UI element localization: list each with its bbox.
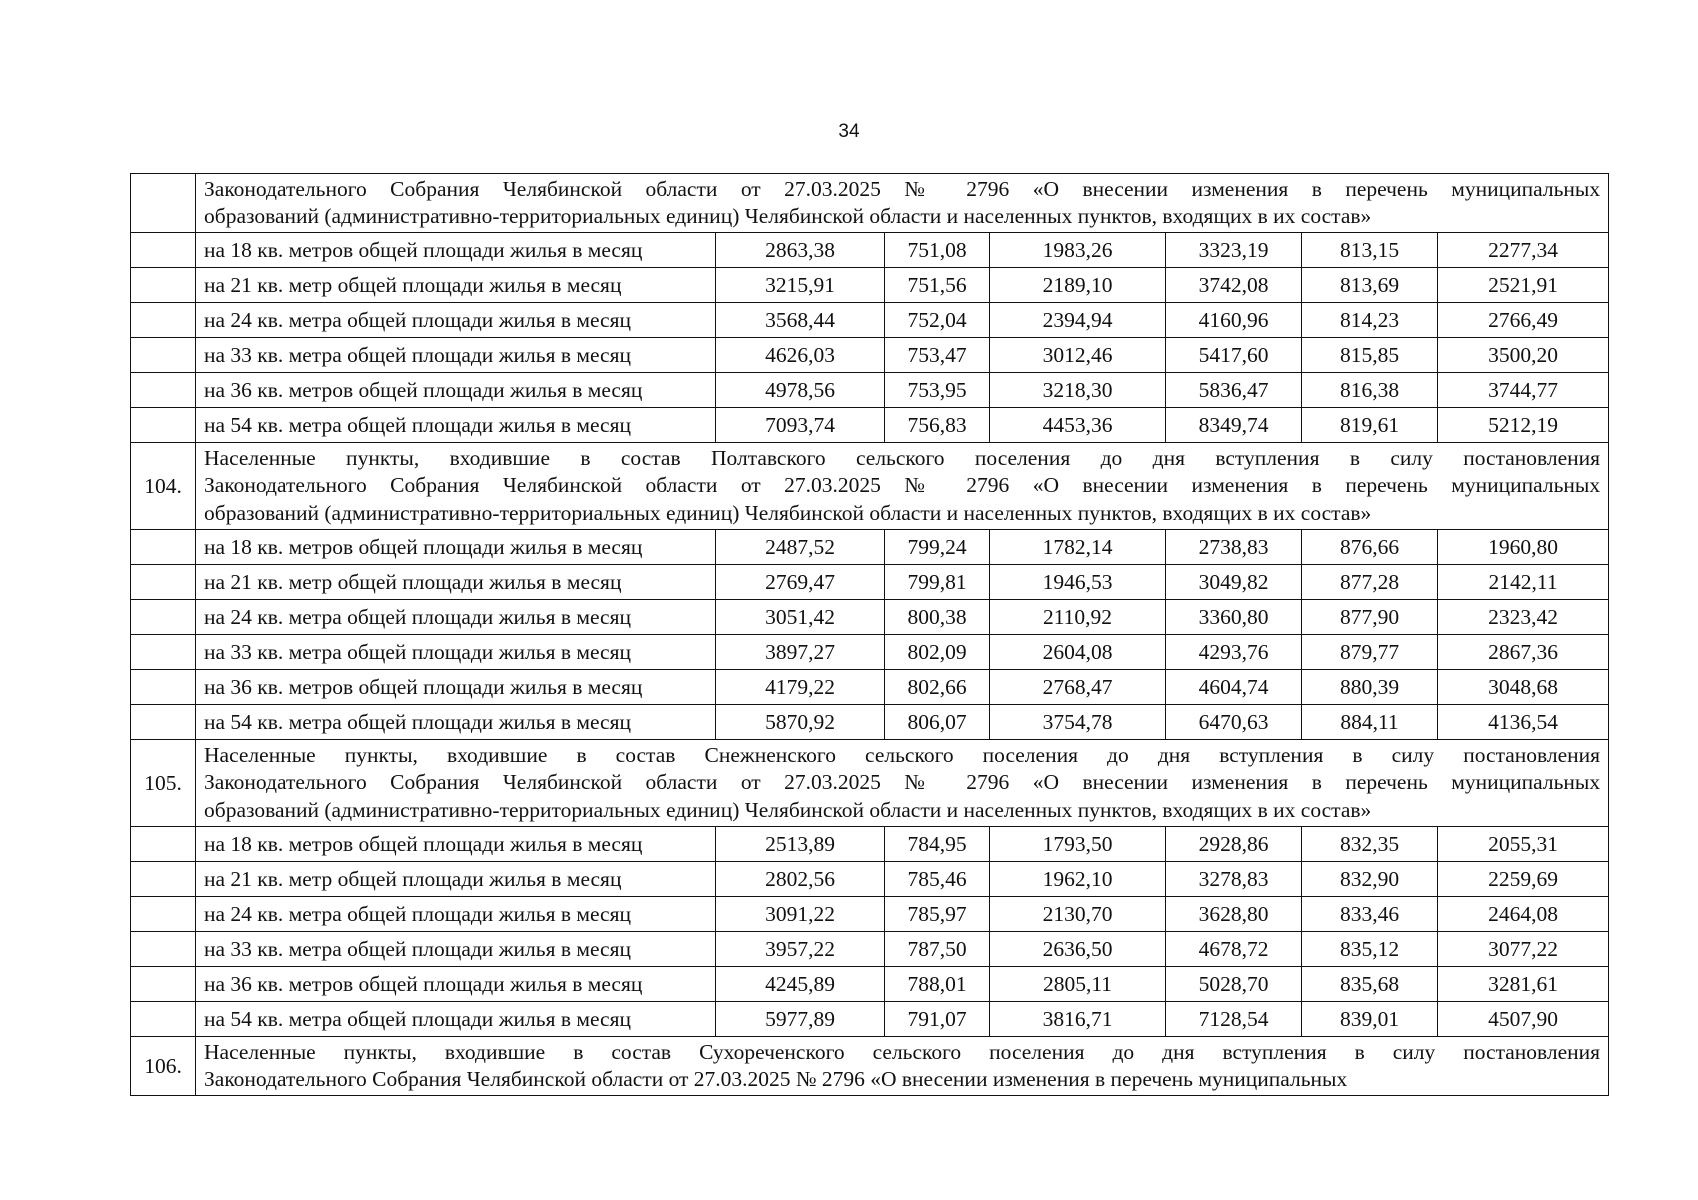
table-row (131, 530, 1609, 565)
row-value-4: 5836,47 (1166, 373, 1302, 408)
row-label: на 24 кв. метра общей площади жилья в месяц (196, 897, 716, 932)
row-label: на 24 кв. метра общей площади жилья в месяц (196, 303, 716, 338)
section-description (196, 740, 1609, 827)
row-number-cell (131, 827, 196, 862)
row-number-cell (131, 338, 196, 373)
row-value-5: 832,90 (1302, 862, 1438, 897)
section-description-line: Законодательного Собрания Челябинской области от 27.03.2025 № 2796 «О внесении изменения в перечень муниципальных (204, 1067, 1348, 1091)
table-row (131, 827, 1609, 862)
row-value-1: 3897,27 (716, 635, 885, 670)
row-value-6: 3077,22 (1438, 932, 1609, 967)
table-row (131, 600, 1609, 635)
row-value-5: 813,15 (1302, 233, 1438, 268)
row-number-cell (131, 408, 196, 443)
table-row (131, 408, 1609, 443)
row-label: на 33 кв. метра общей площади жилья в месяц (196, 635, 716, 670)
row-value-2: 753,95 (885, 373, 990, 408)
row-value-2: 806,07 (885, 705, 990, 740)
row-value-3: 2768,47 (990, 670, 1166, 705)
section-number: 105. (131, 740, 196, 827)
row-value-6: 2464,08 (1438, 897, 1609, 932)
row-value-5: 813,69 (1302, 268, 1438, 303)
row-value-1: 4978,56 (716, 373, 885, 408)
row-value-5: 832,35 (1302, 827, 1438, 862)
row-value-3: 1962,10 (990, 862, 1166, 897)
row-value-5: 876,66 (1302, 530, 1438, 565)
row-number-cell (131, 967, 196, 1002)
row-value-1: 2487,52 (716, 530, 885, 565)
row-value-4: 7128,54 (1166, 1002, 1302, 1037)
row-value-1: 7093,74 (716, 408, 885, 443)
row-value-2: 756,83 (885, 408, 990, 443)
row-number-cell (131, 565, 196, 600)
row-value-3: 1946,53 (990, 565, 1166, 600)
row-value-2: 802,66 (885, 670, 990, 705)
row-value-4: 3628,80 (1166, 897, 1302, 932)
row-value-1: 2863,38 (716, 233, 885, 268)
table-row (131, 268, 1609, 303)
section-header-row (131, 174, 1609, 233)
row-value-5: 815,85 (1302, 338, 1438, 373)
section-description-line: Населенные пункты, входившие в состав Сухореченского сельского поселения до дня вступления в силу постановления (204, 1039, 1601, 1064)
row-label: на 54 кв. метра общей площади жилья в месяц (196, 408, 716, 443)
row-value-4: 4160,96 (1166, 303, 1302, 338)
section-header-row (131, 740, 1609, 827)
row-label: на 33 кв. метра общей площади жилья в месяц (196, 338, 716, 373)
row-label: на 33 кв. метра общей площади жилья в месяц (196, 932, 716, 967)
section-number: 104. (131, 443, 196, 530)
row-value-2: 791,07 (885, 1002, 990, 1037)
row-value-4: 8349,74 (1166, 408, 1302, 443)
table-row (131, 862, 1609, 897)
row-number-cell (131, 303, 196, 338)
row-value-6: 3500,20 (1438, 338, 1609, 373)
row-value-3: 2110,92 (990, 600, 1166, 635)
section-description-line: образований (административно-территориальных единиц) Челябинской области и населенных пунктов, входящих в их состав» (204, 500, 1372, 525)
row-value-2: 788,01 (885, 967, 990, 1002)
row-value-3: 2189,10 (990, 268, 1166, 303)
row-value-1: 5977,89 (716, 1002, 885, 1037)
section-description-line: Законодательного Собрания Челябинской области от 27.03.2025 № 2796 «О внесении изменения в перечень муниципальных (204, 770, 1601, 795)
row-value-6: 2259,69 (1438, 862, 1609, 897)
row-value-5: 835,68 (1302, 967, 1438, 1002)
row-value-1: 2513,89 (716, 827, 885, 862)
table-row (131, 635, 1609, 670)
row-value-6: 3048,68 (1438, 670, 1609, 705)
row-value-4: 5417,60 (1166, 338, 1302, 373)
row-value-2: 751,08 (885, 233, 990, 268)
row-value-3: 2636,50 (990, 932, 1166, 967)
row-label: на 36 кв. метров общей площади жилья в месяц (196, 373, 716, 408)
row-value-2: 799,24 (885, 530, 990, 565)
row-value-4: 3742,08 (1166, 268, 1302, 303)
row-value-2: 802,09 (885, 635, 990, 670)
row-value-2: 752,04 (885, 303, 990, 338)
row-value-4: 3323,19 (1166, 233, 1302, 268)
section-description-line: Населенные пункты, входившие в состав Полтавского сельского поселения до дня вступления в силу постановления (204, 445, 1601, 470)
table-row (131, 338, 1609, 373)
section-number: 106. (131, 1037, 196, 1096)
row-value-1: 2802,56 (716, 862, 885, 897)
row-value-5: 835,12 (1302, 932, 1438, 967)
table-row (131, 303, 1609, 338)
row-number-cell (131, 705, 196, 740)
row-label: на 18 кв. метров общей площади жилья в месяц (196, 233, 716, 268)
row-value-4: 4678,72 (1166, 932, 1302, 967)
row-value-2: 800,38 (885, 600, 990, 635)
table-row (131, 705, 1609, 740)
row-label: на 18 кв. метров общей площади жилья в месяц (196, 827, 716, 862)
row-value-1: 4179,22 (716, 670, 885, 705)
row-value-3: 1793,50 (990, 827, 1166, 862)
row-number-cell (131, 268, 196, 303)
row-value-6: 2323,42 (1438, 600, 1609, 635)
row-value-3: 1782,14 (990, 530, 1166, 565)
row-value-6: 5212,19 (1438, 408, 1609, 443)
row-label: на 36 кв. метров общей площади жилья в месяц (196, 967, 716, 1002)
section-header-row (131, 443, 1609, 530)
row-number-cell (131, 635, 196, 670)
row-value-3: 3754,78 (990, 705, 1166, 740)
tariff-table (130, 173, 1609, 1096)
row-value-4: 3278,83 (1166, 862, 1302, 897)
row-value-5: 877,90 (1302, 600, 1438, 635)
row-number-cell (131, 932, 196, 967)
row-value-4: 3049,82 (1166, 565, 1302, 600)
row-value-2: 799,81 (885, 565, 990, 600)
row-value-6: 2766,49 (1438, 303, 1609, 338)
row-value-1: 3091,22 (716, 897, 885, 932)
row-value-3: 2805,11 (990, 967, 1166, 1002)
table-row (131, 1002, 1609, 1037)
section-description-line: образований (административно-территориальных единиц) Челябинской области и населенных пунктов, входящих в их состав» (204, 204, 1372, 228)
row-number-cell (131, 530, 196, 565)
row-value-1: 3957,22 (716, 932, 885, 967)
row-value-5: 884,11 (1302, 705, 1438, 740)
row-value-6: 2055,31 (1438, 827, 1609, 862)
section-description-line: Населенные пункты, входившие в состав Снежненского сельского поселения до дня вступления в силу постановления (204, 742, 1601, 767)
row-value-5: 839,01 (1302, 1002, 1438, 1037)
row-label: на 18 кв. метров общей площади жилья в месяц (196, 530, 716, 565)
row-value-5: 880,39 (1302, 670, 1438, 705)
row-value-1: 3051,42 (716, 600, 885, 635)
row-value-5: 814,23 (1302, 303, 1438, 338)
row-value-6: 3744,77 (1438, 373, 1609, 408)
section-number (131, 174, 196, 233)
row-value-3: 2130,70 (990, 897, 1166, 932)
row-value-2: 751,56 (885, 268, 990, 303)
row-label: на 54 кв. метра общей площади жилья в месяц (196, 1002, 716, 1037)
row-value-3: 1983,26 (990, 233, 1166, 268)
section-description-line: Законодательного Собрания Челябинской области от 27.03.2025 № 2796 «О внесении изменения в перечень муниципальных (204, 473, 1601, 498)
row-label: на 24 кв. метра общей площади жилья в месяц (196, 600, 716, 635)
section-description (196, 443, 1609, 530)
row-value-6: 2867,36 (1438, 635, 1609, 670)
row-label: на 54 кв. метра общей площади жилья в месяц (196, 705, 716, 740)
row-value-6: 2521,91 (1438, 268, 1609, 303)
row-value-3: 2604,08 (990, 635, 1166, 670)
table-row (131, 932, 1609, 967)
row-value-1: 5870,92 (716, 705, 885, 740)
table-row (131, 670, 1609, 705)
table-row (131, 233, 1609, 268)
row-value-6: 2277,34 (1438, 233, 1609, 268)
section-description (196, 174, 1609, 233)
row-value-6: 3281,61 (1438, 967, 1609, 1002)
section-description-line: образований (административно-территориальных единиц) Челябинской области и населенных пунктов, входящих в их состав» (204, 797, 1372, 822)
section-description (196, 1037, 1609, 1096)
row-value-5: 819,61 (1302, 408, 1438, 443)
row-value-4: 2738,83 (1166, 530, 1302, 565)
row-number-cell (131, 862, 196, 897)
row-value-6: 1960,80 (1438, 530, 1609, 565)
row-value-1: 3215,91 (716, 268, 885, 303)
row-value-4: 4293,76 (1166, 635, 1302, 670)
row-value-5: 879,77 (1302, 635, 1438, 670)
row-number-cell (131, 670, 196, 705)
table-body (131, 174, 1609, 1096)
table-row (131, 897, 1609, 932)
row-value-3: 3218,30 (990, 373, 1166, 408)
row-value-2: 784,95 (885, 827, 990, 862)
row-number-cell (131, 600, 196, 635)
row-value-2: 753,47 (885, 338, 990, 373)
row-value-1: 4245,89 (716, 967, 885, 1002)
row-value-6: 4507,90 (1438, 1002, 1609, 1037)
row-value-2: 785,46 (885, 862, 990, 897)
section-description-line: Законодательного Собрания Челябинской области от 27.03.2025 № 2796 «О внесении изменения в перечень муниципальных (204, 176, 1601, 201)
table-row (131, 967, 1609, 1002)
row-value-1: 2769,47 (716, 565, 885, 600)
row-value-3: 2394,94 (990, 303, 1166, 338)
row-number-cell (131, 897, 196, 932)
row-value-1: 4626,03 (716, 338, 885, 373)
row-value-4: 2928,86 (1166, 827, 1302, 862)
table-row (131, 373, 1609, 408)
row-value-3: 3816,71 (990, 1002, 1166, 1037)
row-value-6: 2142,11 (1438, 565, 1609, 600)
row-value-2: 785,97 (885, 897, 990, 932)
row-value-3: 3012,46 (990, 338, 1166, 373)
row-number-cell (131, 233, 196, 268)
row-label: на 21 кв. метр общей площади жилья в месяц (196, 862, 716, 897)
row-value-4: 4604,74 (1166, 670, 1302, 705)
row-value-5: 833,46 (1302, 897, 1438, 932)
row-number-cell (131, 1002, 196, 1037)
row-label: на 36 кв. метров общей площади жилья в месяц (196, 670, 716, 705)
page-number: 34 (838, 121, 860, 142)
row-value-6: 4136,54 (1438, 705, 1609, 740)
row-label: на 21 кв. метр общей площади жилья в месяц (196, 268, 716, 303)
table-row (131, 565, 1609, 600)
row-value-4: 5028,70 (1166, 967, 1302, 1002)
row-value-5: 816,38 (1302, 373, 1438, 408)
row-value-5: 877,28 (1302, 565, 1438, 600)
row-label: на 21 кв. метр общей площади жилья в месяц (196, 565, 716, 600)
row-value-3: 4453,36 (990, 408, 1166, 443)
row-number-cell (131, 373, 196, 408)
row-value-4: 3360,80 (1166, 600, 1302, 635)
row-value-2: 787,50 (885, 932, 990, 967)
row-value-4: 6470,63 (1166, 705, 1302, 740)
row-value-1: 3568,44 (716, 303, 885, 338)
section-header-row (131, 1037, 1609, 1096)
